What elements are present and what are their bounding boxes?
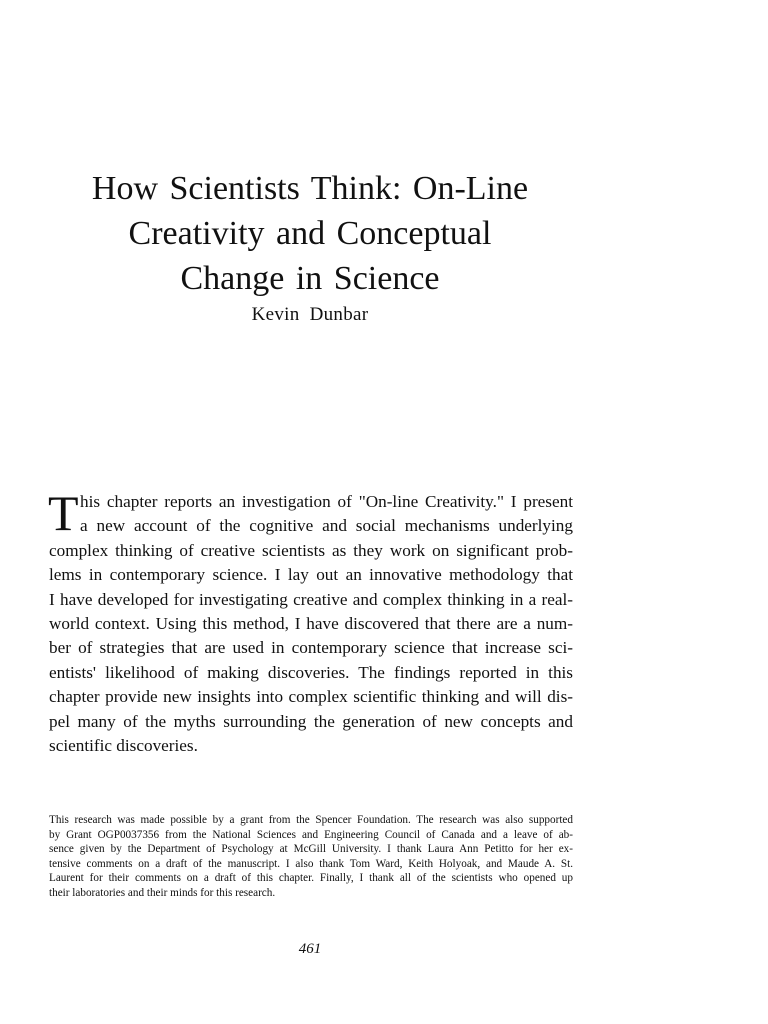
chapter-title xyxy=(40,166,580,301)
abstract-line: a new account of the cognitive and social mechanisms underlying xyxy=(80,516,573,536)
author-name: Kevin Dunbar xyxy=(251,304,369,325)
footnote-line: tensive comments on a draft of the manuscript. I also thank Tom Ward, Keith Holyoak, and Maude A. St. xyxy=(49,857,573,870)
footnote-line: This research was made possible by a grant from the Spencer Foundation. The research was also supported xyxy=(49,814,573,826)
abstract-line: complex thinking of creative scientists as they work on significant prob- xyxy=(49,540,573,560)
footnote-line: their laboratories and their minds for this research. xyxy=(49,886,276,899)
footnote-line: Laurent for their comments on a draft of this chapter. Finally, I thank all of the scientists who opened up xyxy=(49,872,573,885)
chapter-title-line: Creativity and Conceptual xyxy=(128,215,492,252)
abstract-line: entists' likelihood of making discoveries. The findings reported in this xyxy=(49,662,573,682)
abstract-line: chapter provide new insights into complex scientific thinking and will dis- xyxy=(49,687,573,707)
footnote-line: by Grant OGP0037356 from the National Sciences and Engineering Council of Canada and a leave of ab- xyxy=(49,828,573,841)
abstract-line: pel many of the myths surrounding the generation of new concepts and xyxy=(49,711,573,731)
abstract-line: ber of strategies that are used in contemporary science that increase sci- xyxy=(49,638,573,658)
abstract-line: scientific discoveries. xyxy=(49,735,198,755)
abstract-line: world context. Using this method, I have discovered that there are a num- xyxy=(49,613,573,633)
footnote-line: sence given by the Department of Psychology at McGill University. I thank Laura Ann Petitto for her ex- xyxy=(49,843,573,856)
abstract-line: I have developed for investigating creative and complex thinking in a real- xyxy=(49,589,573,609)
chapter-title-line: How Scientists Think: On-Line xyxy=(91,170,529,207)
abstract-line: his chapter reports an investigation of "On-line Creativity." I present xyxy=(80,492,573,511)
page-number: 461 xyxy=(298,941,322,957)
acknowledgment-footnote xyxy=(49,813,573,901)
drop-cap: T xyxy=(48,485,79,541)
abstract-line: lems in contemporary science. I lay out an innovative methodology that xyxy=(49,565,573,585)
abstract-paragraph xyxy=(48,485,573,758)
chapter-title-line: Change in Science xyxy=(180,260,440,297)
